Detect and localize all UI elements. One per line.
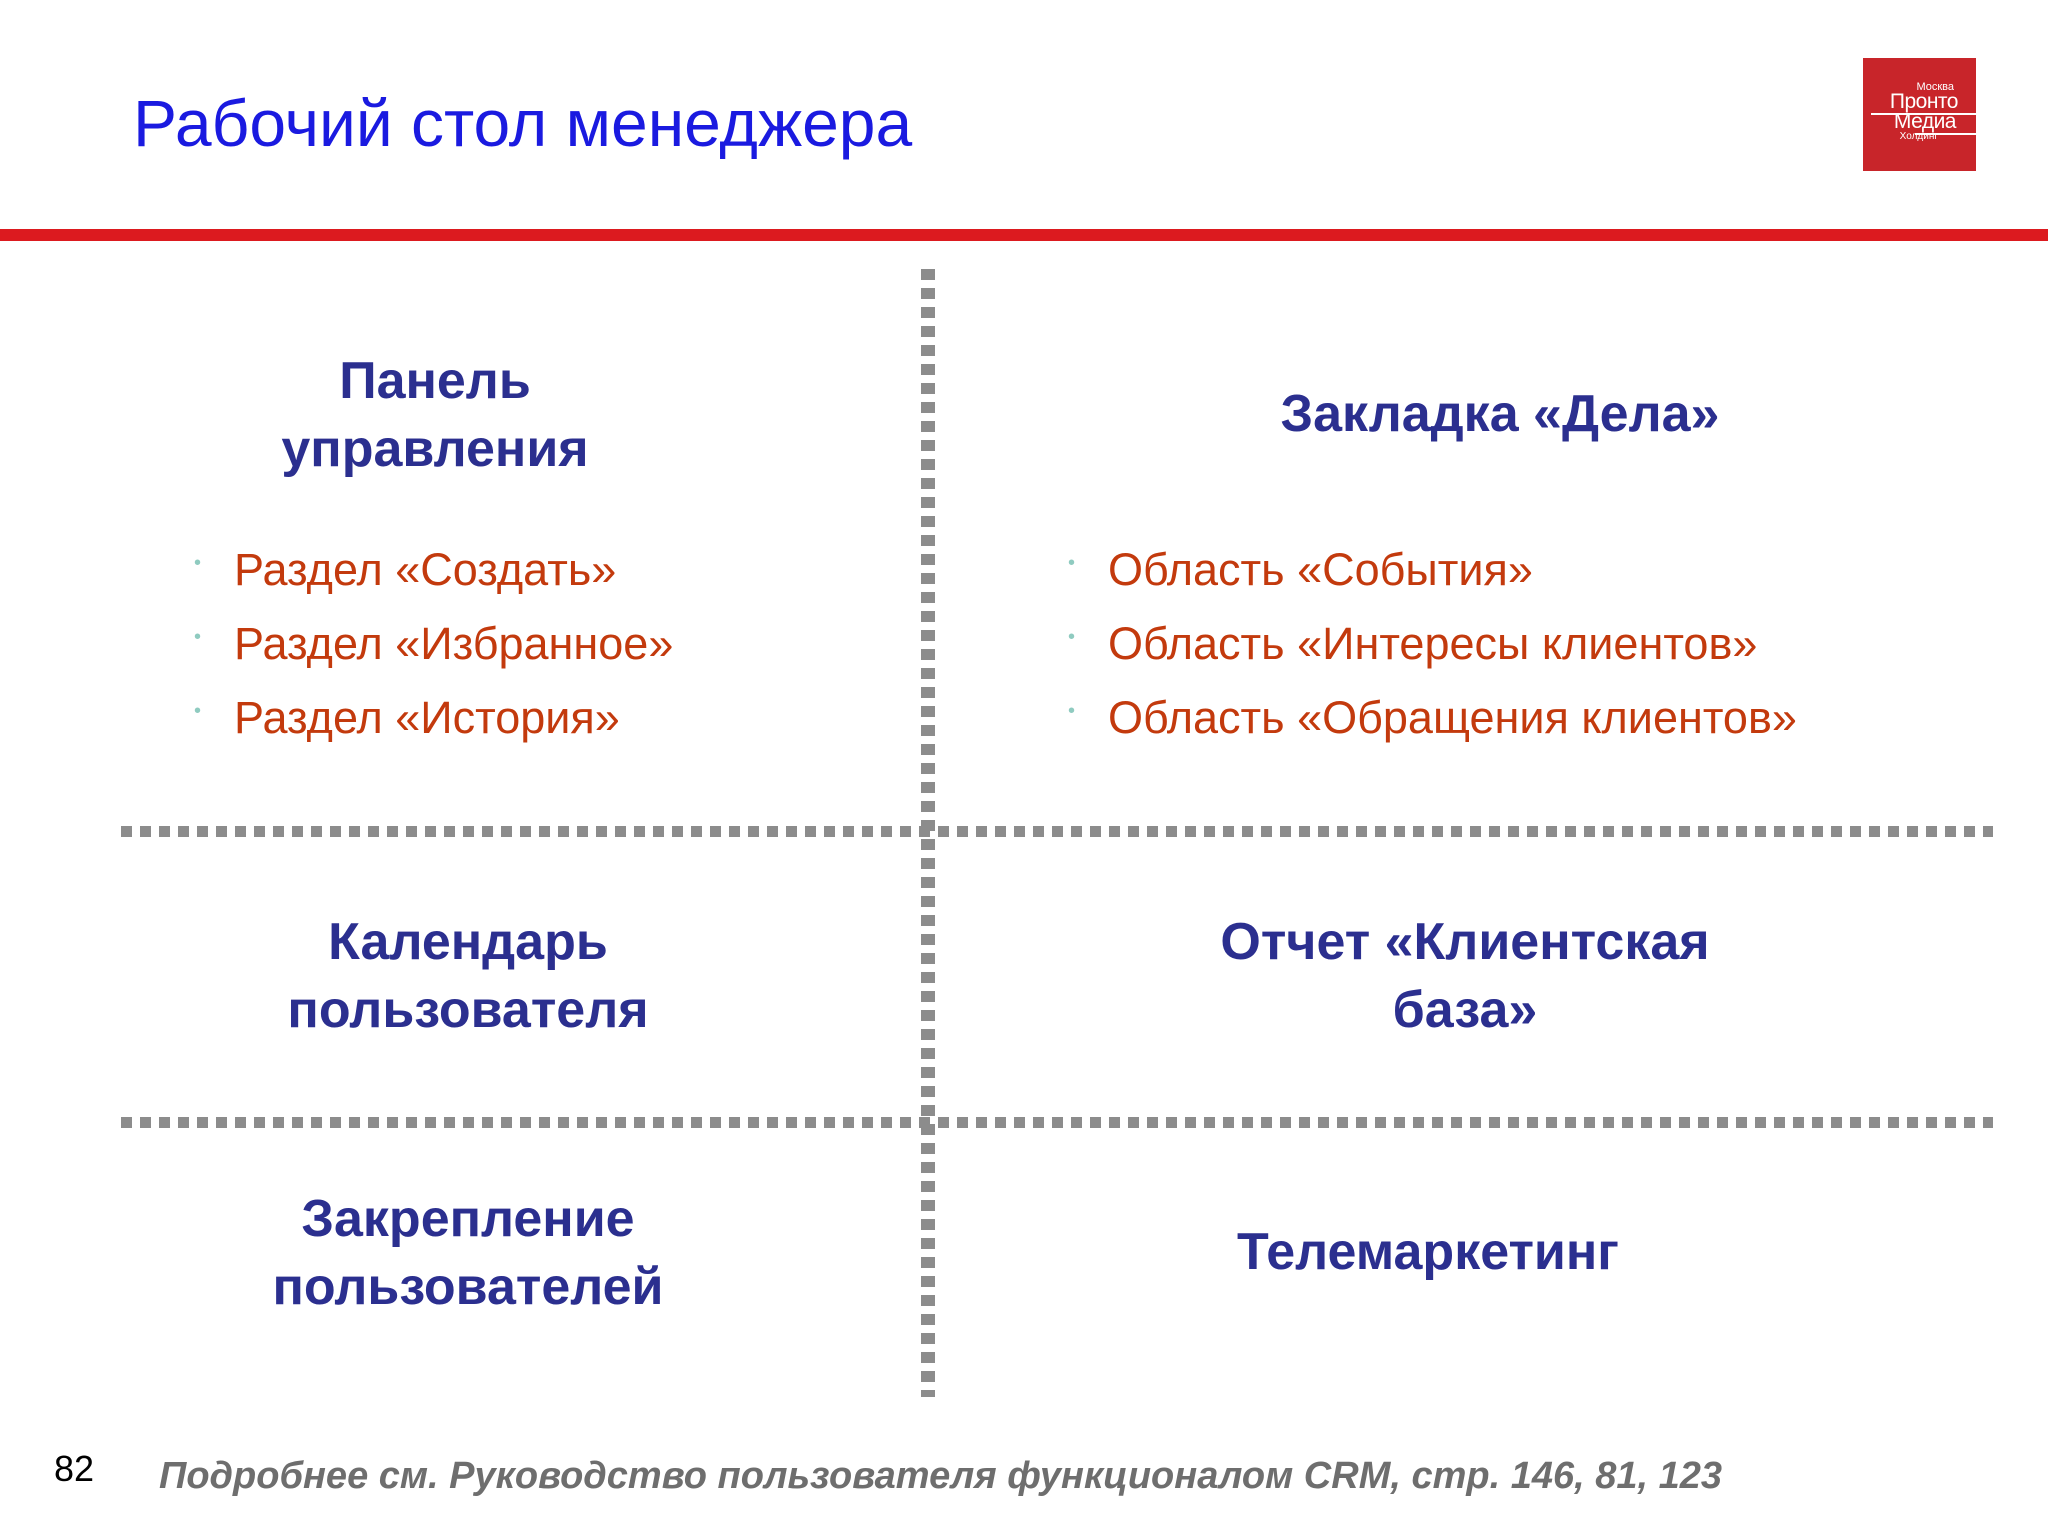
logo-word-2: Медиа	[1893, 110, 1956, 133]
footnote-reference: Подробнее см. Руководство пользователя функционалом CRM, стр. 146, 81, 123	[159, 1455, 1723, 1497]
logo-holding: Холдинг	[1899, 131, 1938, 142]
telemarketing-heading	[1128, 1218, 1728, 1286]
list-item-label: Область «Интересы клиентов»	[1108, 618, 1758, 669]
list-item-label: Раздел «Создать»	[234, 544, 617, 595]
heading-line: пользователей	[272, 1258, 664, 1316]
list-item-label: Раздел «История»	[234, 692, 620, 743]
page-number: 82	[54, 1448, 95, 1489]
heading-line: управления	[281, 420, 589, 478]
heading-line: пользователя	[287, 981, 649, 1039]
control-panel-heading	[160, 347, 710, 483]
logo-city: Москва	[1916, 81, 1954, 93]
heading-line: Закладка «Дела»	[1280, 385, 1720, 443]
client-base-report-heading	[1165, 908, 1765, 1044]
bullet-icon: •	[194, 626, 202, 648]
list-item	[1068, 681, 1797, 755]
list-item	[194, 681, 673, 755]
bullet-icon: •	[194, 700, 202, 722]
bullet-icon: •	[1068, 626, 1076, 648]
user-assignment-heading	[168, 1185, 768, 1321]
list-item-label: Область «События»	[1108, 544, 1533, 595]
bullet-icon: •	[1068, 552, 1076, 574]
control-panel-list	[194, 533, 673, 755]
heading-line: Панель	[339, 352, 531, 410]
tasks-tab-heading	[1200, 380, 1800, 448]
horizontal-divider	[121, 826, 1993, 837]
horizontal-divider	[121, 1117, 1993, 1128]
list-item	[194, 533, 673, 607]
tasks-tab-list	[1068, 533, 1797, 755]
bullet-icon: •	[194, 552, 202, 574]
list-item	[1068, 607, 1797, 681]
bullet-icon: •	[1068, 700, 1076, 722]
heading-line: Отчет «Клиентская	[1220, 913, 1710, 971]
header-divider	[0, 229, 2048, 241]
heading-line: Закрепление	[301, 1190, 635, 1248]
list-item-label: Раздел «Избранное»	[234, 618, 674, 669]
list-item-label: Область «Обращения клиентов»	[1108, 692, 1797, 743]
heading-line: база»	[1392, 981, 1538, 1039]
pronto-media-logo	[1863, 58, 1976, 171]
slide-title: Рабочий стол менеджера	[133, 86, 913, 160]
logo-word-1: Пронто	[1889, 90, 1958, 113]
heading-line: Телемаркетинг	[1237, 1223, 1619, 1281]
heading-line: Календарь	[328, 913, 608, 971]
list-item	[1068, 533, 1797, 607]
calendar-heading	[168, 908, 768, 1044]
list-item	[194, 607, 673, 681]
